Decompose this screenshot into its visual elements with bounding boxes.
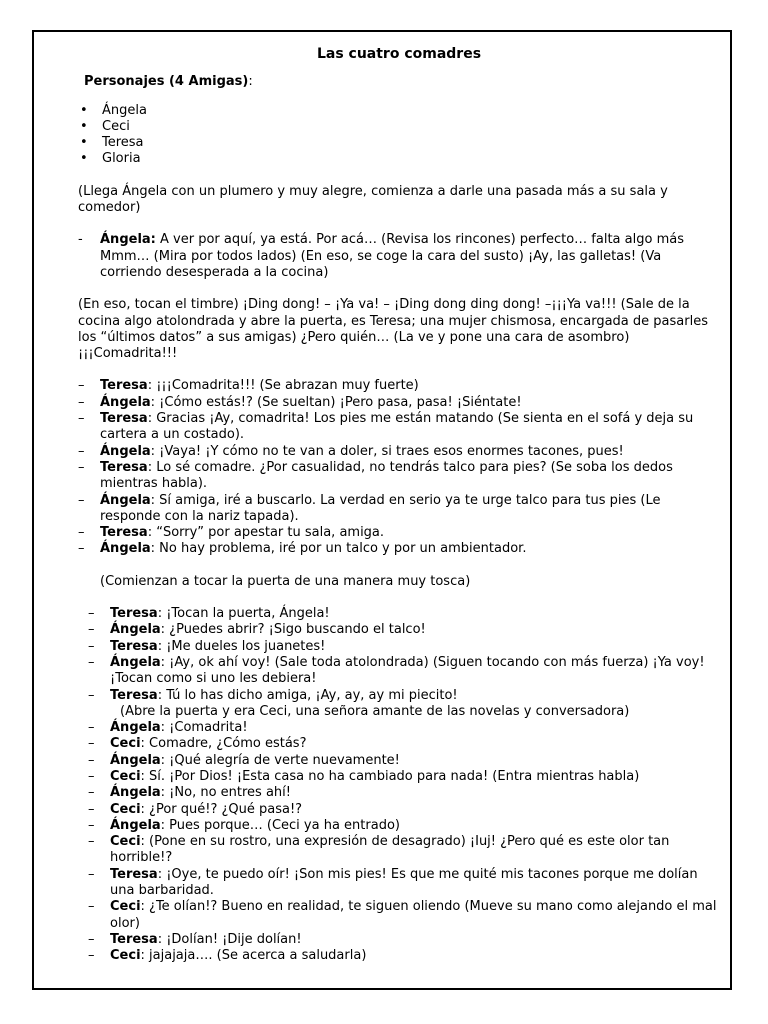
dash-marker: – (78, 492, 85, 508)
stage-direction-knocking: (Comienzan a tocar la puerta de una manera muy tosca) (100, 573, 471, 589)
dialogue-text: : Sí amiga, iré a buscarlo. La verdad en serio ya te urge talco para tus pies (Le responde con la nariz tapada). (100, 492, 661, 524)
dash-marker: – (88, 785, 95, 801)
dialogue-line (88, 639, 720, 655)
dash-marker: - (78, 232, 83, 248)
dialogue-text: A ver por aquí, ya está. Por acá… (Revisa los rincones) perfecto… falta algo más Mmm… (Mira por todos lados) (En eso, se coge la cara del susto) ¡Ay, las galletas! (Va corriendo desesperada a la cocina) (100, 232, 684, 280)
dialogue-text: : ¡No, no entres ahí! (160, 785, 291, 801)
dialogue-text: : ¡Tocan la puerta, Ángela! (157, 606, 330, 622)
dialogue-line (88, 932, 720, 948)
document-content (78, 46, 720, 965)
dash-marker: – (88, 768, 95, 784)
dialogue-line (78, 525, 720, 541)
characters-colon: : (248, 74, 253, 90)
speaker-name: Ángela (100, 443, 151, 459)
dash-marker: – (78, 443, 85, 459)
dialogue-line (88, 622, 720, 638)
dash-marker: – (88, 606, 95, 622)
dialogue-text: : ¡Vaya! ¡Y cómo no te van a doler, si traes esos enormes tacones, pues! (150, 443, 624, 459)
dash-marker: – (78, 411, 85, 427)
dialogue-text: : Sí. ¡Por Dios! ¡Esta casa no ha cambiado para nada! (Entra mientras habla) (140, 768, 640, 784)
dialogue-line (78, 411, 720, 444)
dialogue-text: : ¡Cómo estás!? (Se sueltan) ¡Pero pasa, pasa! ¡Siéntate! (150, 394, 522, 410)
dialogue-text: : Tú lo has dicho amiga, ¡Ay, ay, ay mi piecito! (157, 687, 458, 703)
speaker-name: Ángela (110, 752, 161, 768)
character-name: Ángela (102, 102, 147, 118)
speaker-name: Teresa (110, 638, 158, 654)
speaker-name: Ángela: (100, 232, 156, 248)
speaker-name: Ángela (110, 654, 161, 670)
dialogue-section-1 (78, 378, 720, 557)
dialogue-line (78, 541, 720, 557)
dialogue-line (88, 899, 720, 932)
bullet-icon: • (80, 135, 88, 151)
character-item (78, 135, 720, 151)
dash-marker: – (88, 736, 95, 752)
bullet-icon: • (80, 151, 88, 167)
dialogue-text: : ¡Ay, ok ahí voy! (Sale toda atolondrada) (Siguen tocando con más fuerza) ¡Ya voy! ¡Tocan como si uno les debiera! (110, 654, 705, 687)
dialogue-line (88, 753, 720, 769)
characters-list (78, 103, 720, 168)
dash-marker: – (88, 622, 95, 638)
speaker-name: Teresa (110, 931, 158, 947)
dialogue-text: : ¡Oye, te puedo oír! ¡Son mis pies! Es que me quité mis tacones porque me dolían una barbaridad. (110, 866, 698, 899)
dialogue-text: : ¿Te olían!? Bueno en realidad, te siguen oliendo (Mueve su mano como alejando el mal olor) (110, 899, 717, 931)
dash-marker: – (88, 720, 95, 736)
speaker-name: Ángela (110, 622, 161, 638)
intro-stage-direction: (Llega Ángela con un plumero y muy alegre, comienza a darle una pasada más a su sala y comedor) (78, 183, 668, 216)
speaker-name: Ángela (100, 492, 151, 508)
dialogue-line (88, 688, 720, 704)
dialogue-text: : ¿Por qué!? ¿Qué pasa!? (140, 801, 303, 817)
dialogue-line (88, 948, 720, 964)
dialogue-line (78, 395, 720, 411)
dash-marker: – (88, 687, 95, 703)
speaker-name: Teresa (100, 525, 148, 541)
dialogue-text: : jajajaja…. (Se acerca a saludarla) (140, 948, 367, 964)
bullet-icon: • (80, 118, 88, 134)
dialogue-text: : ¿Puedes abrir? ¡Sigo buscando el talco! (160, 622, 426, 638)
document-page (32, 30, 732, 990)
dash-marker: – (88, 931, 95, 947)
character-item (78, 119, 720, 135)
dialogue-text: : Gracias ¡Ay, comadrita! Los pies me están matando (Se sienta en el sofá y deja su cartera a un costado). (100, 411, 694, 443)
document-title: Las cuatro comadres (316, 46, 482, 62)
speaker-name: Teresa (110, 866, 158, 882)
dialogue-line (88, 834, 720, 867)
speaker-name: Ángela (100, 394, 151, 410)
speaker-name: Ángela (110, 720, 161, 736)
stage-direction-doorbell: (En eso, tocan el timbre) ¡Ding dong! – ¡Ya va! – ¡Ding dong ding dong! –¡¡¡Ya va!!! (Sale de la cocina algo atolondrada y abre la puerta, es Teresa; una mujer chismosa, encargada de pasarles los “últimos datos” a sus amigas) ¿Pero quién… (La ve y pone una cara de asombro) ¡¡¡Comadrita!!! (78, 297, 708, 362)
dash-marker: – (78, 525, 85, 541)
speaker-name: Teresa (110, 687, 158, 703)
character-name: Teresa (102, 135, 144, 151)
speaker-name: Ángela (110, 785, 161, 801)
dialogue-line (78, 378, 720, 394)
dialogue-line (88, 802, 720, 818)
dialogue-text: : Pues porque… (Ceci ya ha entrado) (160, 817, 400, 833)
speaker-name: Ceci (110, 948, 141, 964)
dialogue-text: : ¡¡¡Comadrita!!! (Se abrazan muy fuerte) (147, 378, 419, 394)
dialogue-line (88, 606, 720, 622)
dialogue-line (88, 736, 720, 752)
dialogue-text: : ¡Me dueles los juanetes! (157, 638, 326, 654)
dialogue-line (78, 444, 720, 460)
bullet-icon: • (80, 102, 88, 118)
character-item (78, 151, 720, 167)
characters-label: Personajes (4 Amigas) (84, 74, 249, 90)
characters-heading (84, 74, 720, 90)
speaker-name: Ceci (110, 801, 141, 817)
dialogue-line (88, 867, 720, 900)
character-item (78, 103, 720, 119)
character-name: Gloria (102, 151, 141, 167)
dash-marker: – (78, 459, 85, 475)
dash-marker: – (88, 817, 95, 833)
speaker-name: Ángela (110, 817, 161, 833)
dash-marker: – (88, 866, 95, 882)
dialogue-section-2 (78, 606, 720, 965)
dialogue-text: : Lo sé comadre. ¿Por casualidad, no tendrás talco para pies? (Se soba los dedos mientras habla). (100, 459, 673, 492)
speaker-name: Teresa (100, 459, 148, 475)
dialogue-line (78, 460, 720, 493)
dash-marker: – (78, 378, 85, 394)
dash-marker: – (88, 654, 95, 670)
dialogue-text: : ¡Qué alegría de verte nuevamente! (160, 752, 400, 768)
dialogue-line (88, 769, 720, 785)
speaker-name: Ceci (110, 899, 141, 915)
speaker-name: Ceci (110, 736, 141, 752)
dash-marker: – (88, 834, 95, 850)
dialogue-text: : “Sorry” por apestar tu sala, amiga. (147, 525, 385, 541)
character-name: Ceci (102, 118, 130, 134)
dialogue-line (78, 493, 720, 526)
dialogue-line (88, 785, 720, 801)
dialogue-text: : (Pone en su rostro, una expresión de desagrado) ¡Iuj! ¿Pero qué es este olor tan horrible!? (110, 834, 670, 866)
dialogue-text: : No hay problema, iré por un talco y por un ambientador. (150, 541, 527, 557)
dialogue-line (88, 818, 720, 834)
dialogue-text: : ¡Dolían! ¡Dije dolían! (157, 931, 302, 947)
speaker-name: Teresa (100, 411, 148, 427)
dialogue-line (88, 655, 720, 688)
dash-marker: – (78, 394, 85, 410)
dash-marker: – (88, 752, 95, 768)
dash-marker: – (78, 541, 85, 557)
inline-stage-direction: (Abre la puerta y era Ceci, una señora amante de las novelas y conversadora) (120, 703, 630, 719)
dash-marker: – (88, 948, 95, 964)
dialogue-text: : Comadre, ¿Cómo estás? (140, 736, 307, 752)
dialogue-text: : ¡Comadrita! (160, 720, 248, 736)
speaker-name: Ceci (110, 768, 141, 784)
speaker-name: Teresa (110, 606, 158, 622)
dash-marker: – (88, 638, 95, 654)
dash-marker: – (88, 899, 95, 915)
speaker-name: Ángela (100, 541, 151, 557)
speaker-name: Teresa (100, 378, 148, 394)
dash-marker: – (88, 801, 95, 817)
dialogue-line (88, 720, 720, 736)
speaker-name: Ceci (110, 834, 141, 850)
first-dialogue-line (78, 232, 720, 281)
